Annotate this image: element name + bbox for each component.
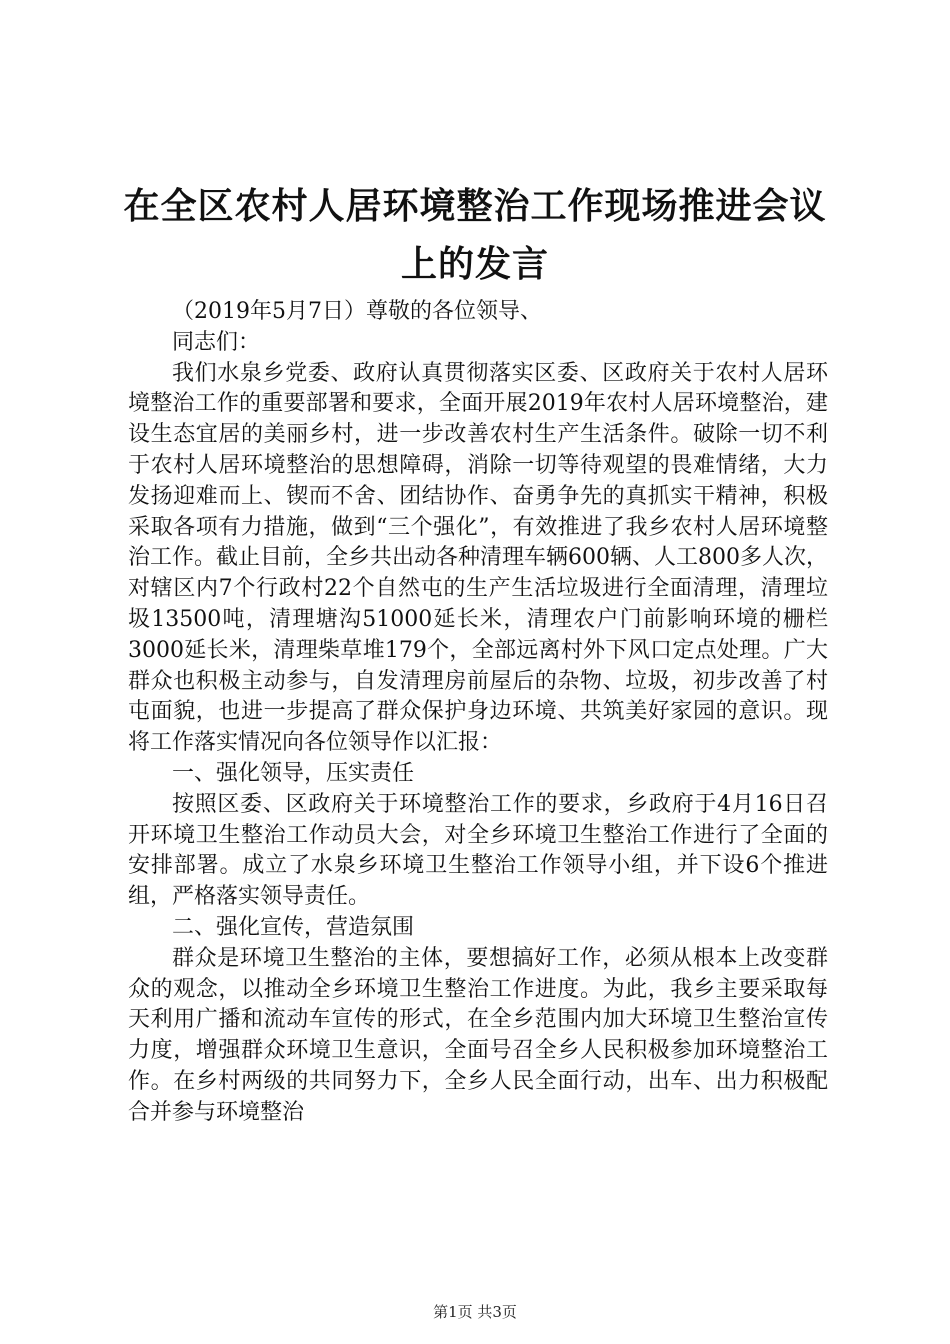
paragraph-section-1: 按照区委、区政府关于环境整治工作的要求，乡政府于4月16日召开环境卫生整治工作动员大会，对全乡环境卫生整治工作进行了全面的安排部署。成立了水泉乡环境卫生整治工作领导小组，并下设6个推进组，严格落实领导责任。	[128, 791, 828, 910]
page-indicator: 第1页 共3页	[433, 1303, 517, 1321]
section-heading-1: 一、强化领导，压实责任	[172, 760, 415, 786]
document-body	[128, 297, 828, 1129]
document-title: 在全区农村人居环境整治工作现场推进会议上的发言	[123, 186, 827, 285]
page-footer	[0, 1302, 950, 1322]
paragraph-intro: 我们水泉乡党委、政府认真贯彻落实区委、区政府关于农村人居环境整治工作的重要部署和要求，全面开展2019年农村人居环境整治，建设生态宜居的美丽乡村，进一步改善农村生产生活条件。破除一切不利于农村人居环境整治的思想障碍，消除一切等待观望的畏难情绪，大力发扬迎难而上、锲而不舍、团结协作、奋勇争先的真抓实干精神，积极采取各项有力措施，做到“三个强化”，有效推进了我乡农村人居环境整治工作。截止目前，全乡共出动各种清理车辆600辆、人工800多人次，对辖区内7个行政村22个自然屯的生产生活垃圾进行全面清理，清理垃圾13500吨，清理塘沟51000延长米，清理农户门前影响环境的栅栏3000延长米，清理柴草堆179个，全部远离村外下风口定点处理。广大群众也积极主动参与，自发清理房前屋后的杂物、垃圾，初步改善了村屯面貌，也进一步提高了群众保护身边环境、共筑美好家园的意识。现将工作落实情况向各位领导作以汇报：	[128, 360, 828, 756]
paragraph-section-2: 群众是环境卫生整治的主体，要想搞好工作，必须从根本上改变群众的观念，以推动全乡环境卫生整治工作进度。为此，我乡主要采取每天利用广播和流动车宣传的形式，在全乡范围内加大环境卫生整治宣传力度，增强群众环境卫生意识，全面号召全乡人民积极参加环境整治工作。在乡村两级的共同努力下，全乡人民全面行动，出车、出力积极配合并参与环境整治	[128, 945, 828, 1125]
section-heading-2: 二、强化宣传，营造氛围	[172, 914, 415, 940]
salutation: 同志们：	[172, 329, 261, 355]
date-and-greeting: （2019年5月7日）尊敬的各位领导、	[172, 299, 542, 324]
